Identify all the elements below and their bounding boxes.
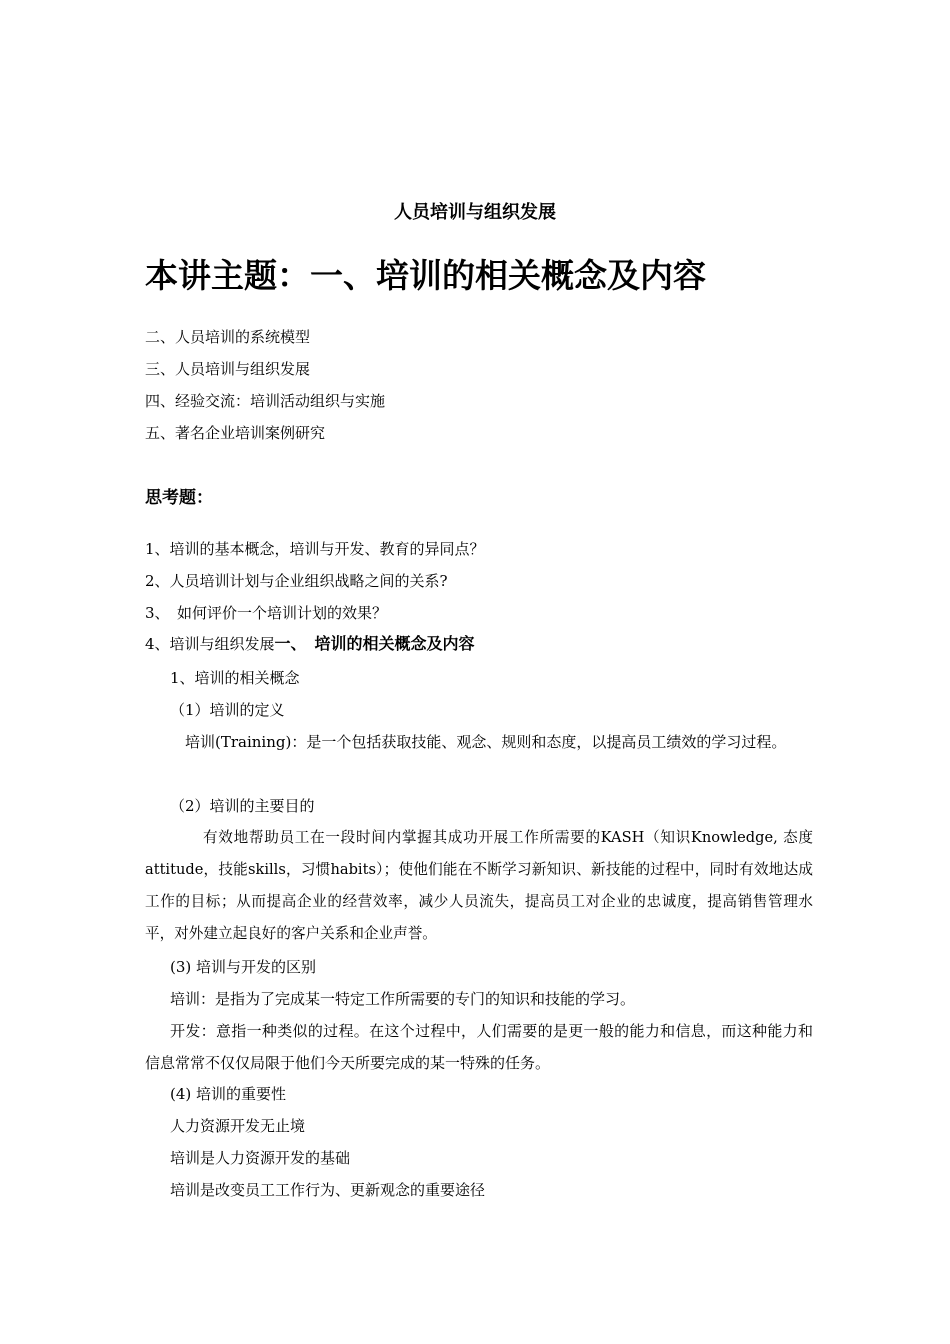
purpose-label: （2）培训的主要目的 bbox=[170, 797, 315, 815]
importance-item: 培训是改变员工工作行为、更新观念的重要途径 bbox=[170, 1181, 486, 1199]
difference-development: 开发：意指一种类似的过程。在这个过程中，人们需要的是更一般的能力和信息，而这种能力和信息常常不仅仅局限于他们今天所要完成的某一特殊的任务。 bbox=[145, 1022, 813, 1072]
question-item: 2、人员培训计划与企业组织战略之间的关系? bbox=[145, 572, 448, 590]
definition-label: （1）培训的定义 bbox=[170, 701, 285, 719]
importance-item: 培训是人力资源开发的基础 bbox=[170, 1149, 351, 1167]
difference-label: (3) 培训与开发的区别 bbox=[170, 958, 317, 976]
outline-item: 四、经验交流：培训活动组织与实施 bbox=[145, 392, 386, 410]
difference-training: 培训：是指为了完成某一特定工作所需要的专门的知识和技能的学习。 bbox=[170, 990, 636, 1008]
outline-item: 五、著名企业培训案例研究 bbox=[145, 424, 326, 442]
question-item-4 bbox=[145, 634, 475, 654]
questions-label: 思考题： bbox=[145, 488, 213, 508]
q4-prefix: 4、培训与组织发展 bbox=[145, 635, 275, 653]
main-heading: 本讲主题：一、培训的相关概念及内容 bbox=[145, 256, 706, 295]
question-item: 3、 如何评价一个培训计划的效果？ bbox=[145, 604, 388, 622]
importance-item: 人力资源开发无止境 bbox=[170, 1117, 306, 1135]
outline-item: 三、人员培训与组织发展 bbox=[145, 360, 311, 378]
outline-item: 二、人员培训的系统模型 bbox=[145, 328, 311, 346]
q4-heading: 一、 培训的相关概念及内容 bbox=[274, 634, 475, 653]
subsection-heading: 1、培训的相关概念 bbox=[170, 669, 300, 687]
importance-label: (4) 培训的重要性 bbox=[170, 1085, 287, 1103]
document-title: 人员培训与组织发展 bbox=[394, 202, 556, 223]
question-item: 1、培训的基本概念，培训与开发、教育的异同点？ bbox=[145, 540, 485, 558]
purpose-text: 有效地帮助员工在一段时间内掌握其成功开展工作所需要的KASH（知识Knowledge, 态度attitude，技能skills，习惯habits）；使他们能在不断学习新知识、新技能的过程中，同时有效地达成工作的目标；从而提高企业的经营效率，减少人员流失，提高员工对企业的忠诚度，提高销售管理水平，对外建立起良好的客户关系和企业声誉。 bbox=[145, 829, 813, 942]
definition-text: 培训(Training)：是一个包括获取技能、观念、规则和态度，以提高员工绩效的学习过程。 bbox=[185, 733, 787, 751]
